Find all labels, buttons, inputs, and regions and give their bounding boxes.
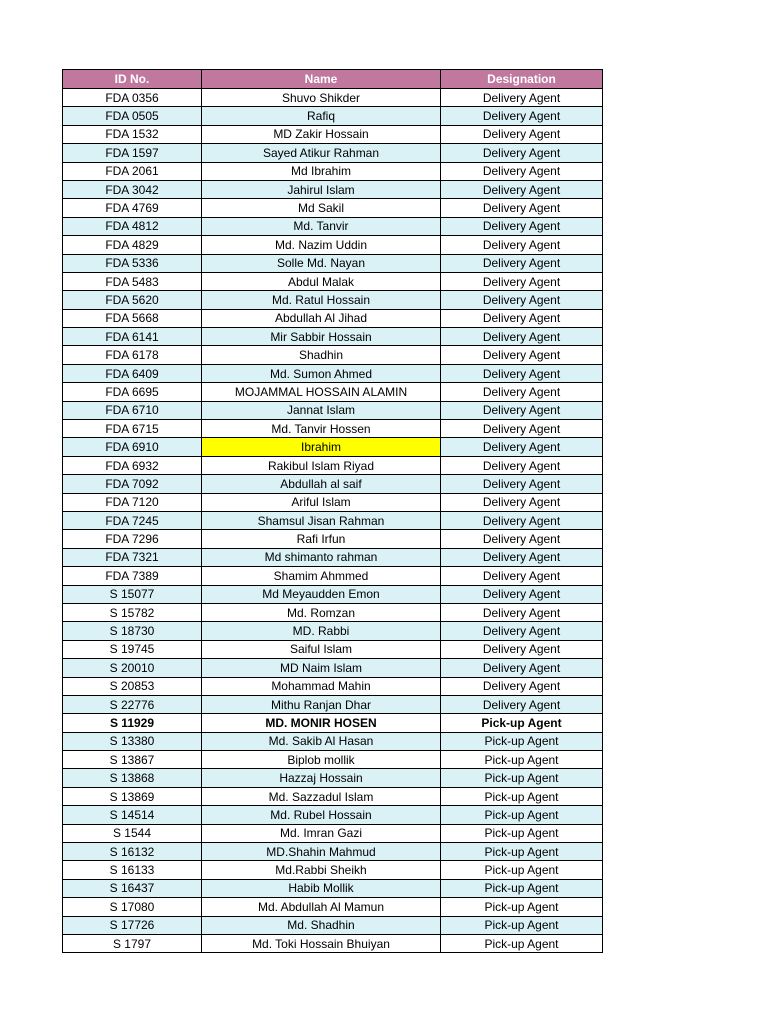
cell-designation: Delivery Agent [441,420,603,438]
cell-name: Md. Sakib Al Hasan [202,732,441,750]
cell-id: S 1544 [63,824,202,842]
cell-name: Ariful Islam [202,493,441,511]
cell-id: FDA 2061 [63,162,202,180]
cell-name: Md Sakil [202,199,441,217]
cell-designation: Delivery Agent [441,511,603,529]
header-row [63,70,603,89]
cell-designation: Delivery Agent [441,585,603,603]
cell-id: S 13869 [63,787,202,805]
cell-designation: Delivery Agent [441,217,603,235]
cell-id: S 15782 [63,603,202,621]
table-row [63,162,603,180]
cell-id: S 22776 [63,695,202,713]
table-row [63,824,603,842]
cell-id: FDA 0356 [63,89,202,107]
cell-name: Jahirul Islam [202,180,441,198]
table-row [63,806,603,824]
cell-id: FDA 1597 [63,144,202,162]
cell-designation: Pick-up Agent [441,824,603,842]
table-row [63,732,603,750]
cell-designation: Delivery Agent [441,144,603,162]
cell-designation: Pick-up Agent [441,898,603,916]
cell-designation: Delivery Agent [441,162,603,180]
cell-designation: Delivery Agent [441,346,603,364]
cell-name: Solle Md. Nayan [202,254,441,272]
table-row [63,548,603,566]
cell-id: FDA 6141 [63,328,202,346]
cell-id: FDA 5668 [63,309,202,327]
table-row [63,254,603,272]
table-row [63,530,603,548]
cell-name: Md. Romzan [202,603,441,621]
cell-designation: Delivery Agent [441,328,603,346]
table-row [63,787,603,805]
cell-designation: Pick-up Agent [441,769,603,787]
cell-name: Shadhin [202,346,441,364]
cell-designation: Delivery Agent [441,236,603,254]
cell-name: MD Zakir Hossain [202,125,441,143]
cell-id: FDA 6710 [63,401,202,419]
cell-id: S 19745 [63,640,202,658]
cell-name: Biplob mollik [202,751,441,769]
cell-id: FDA 6178 [63,346,202,364]
cell-id: FDA 7245 [63,511,202,529]
table-body [63,89,603,953]
cell-id: S 13380 [63,732,202,750]
cell-designation: Delivery Agent [441,567,603,585]
table-row [63,475,603,493]
cell-id: FDA 4829 [63,236,202,254]
cell-designation: Delivery Agent [441,438,603,456]
cell-designation: Delivery Agent [441,456,603,474]
table-row [63,309,603,327]
cell-designation: Delivery Agent [441,603,603,621]
table-row [63,364,603,382]
cell-designation: Pick-up Agent [441,732,603,750]
cell-designation: Pick-up Agent [441,787,603,805]
cell-id: FDA 7092 [63,475,202,493]
cell-designation: Delivery Agent [441,530,603,548]
cell-name: Md. Tanvir [202,217,441,235]
cell-designation: Delivery Agent [441,272,603,290]
agent-table [62,69,603,953]
table-row [63,659,603,677]
cell-id: S 20010 [63,659,202,677]
cell-name: Abdullah al saif [202,475,441,493]
table-row [63,144,603,162]
cell-designation: Delivery Agent [441,199,603,217]
table-row [63,714,603,732]
cell-name: Mithu Ranjan Dhar [202,695,441,713]
cell-name: Sayed Atikur Rahman [202,144,441,162]
table-row [63,493,603,511]
table-row [63,456,603,474]
cell-name: Shamim Ahmmed [202,567,441,585]
table-row [63,898,603,916]
table-row [63,217,603,235]
table-row [63,695,603,713]
table-row [63,438,603,456]
cell-name: Ibrahim [202,438,441,456]
cell-designation: Delivery Agent [441,622,603,640]
table-row [63,916,603,934]
cell-designation: Delivery Agent [441,125,603,143]
cell-name: Md. Tanvir Hossen [202,420,441,438]
cell-id: FDA 6715 [63,420,202,438]
cell-designation: Pick-up Agent [441,806,603,824]
cell-name: Md shimanto rahman [202,548,441,566]
cell-name: Md. Sazzadul Islam [202,787,441,805]
cell-name: Mir Sabbir Hossain [202,328,441,346]
cell-id: FDA 5620 [63,291,202,309]
table-row [63,401,603,419]
table-row [63,328,603,346]
cell-designation: Delivery Agent [441,309,603,327]
cell-designation: Delivery Agent [441,695,603,713]
cell-id: S 14514 [63,806,202,824]
cell-designation: Pick-up Agent [441,916,603,934]
table-row [63,751,603,769]
cell-designation: Delivery Agent [441,659,603,677]
cell-name: Md. Sumon Ahmed [202,364,441,382]
table-row [63,180,603,198]
cell-designation: Delivery Agent [441,493,603,511]
cell-name: MOJAMMAL HOSSAIN ALAMIN [202,383,441,401]
cell-designation: Delivery Agent [441,364,603,382]
cell-id: FDA 7389 [63,567,202,585]
cell-name: Md. Ratul Hossain [202,291,441,309]
table-row [63,567,603,585]
cell-id: FDA 6932 [63,456,202,474]
table-row [63,603,603,621]
table-row [63,346,603,364]
cell-id: S 18730 [63,622,202,640]
cell-designation: Delivery Agent [441,107,603,125]
cell-name: Shamsul Jisan Rahman [202,511,441,529]
cell-designation: Pick-up Agent [441,879,603,897]
cell-name: Md. Rubel Hossain [202,806,441,824]
cell-designation: Pick-up Agent [441,843,603,861]
table-row [63,125,603,143]
table-row [63,383,603,401]
cell-name: Md. Imran Gazi [202,824,441,842]
table-row [63,236,603,254]
cell-id: S 16133 [63,861,202,879]
cell-designation: Pick-up Agent [441,714,603,732]
table-row [63,677,603,695]
cell-designation: Delivery Agent [441,291,603,309]
cell-name: MD. Rabbi [202,622,441,640]
table-row [63,511,603,529]
cell-designation: Delivery Agent [441,677,603,695]
table-row [63,769,603,787]
table-row [63,879,603,897]
cell-designation: Delivery Agent [441,254,603,272]
table-row [63,861,603,879]
cell-name: Abdul Malak [202,272,441,290]
header-name: Name [202,70,441,89]
header-id: ID No. [63,70,202,89]
table-row [63,622,603,640]
cell-id: FDA 5483 [63,272,202,290]
cell-designation: Delivery Agent [441,401,603,419]
cell-name: Abdullah Al Jihad [202,309,441,327]
cell-id: FDA 7296 [63,530,202,548]
cell-id: FDA 7120 [63,493,202,511]
cell-id: FDA 7321 [63,548,202,566]
cell-name: Md Meyaudden Emon [202,585,441,603]
cell-id: S 20853 [63,677,202,695]
cell-name: Habib Mollik [202,879,441,897]
table-row [63,199,603,217]
table-row [63,843,603,861]
cell-id: FDA 1532 [63,125,202,143]
cell-designation: Pick-up Agent [441,861,603,879]
cell-id: FDA 4812 [63,217,202,235]
cell-name: Mohammad Mahin [202,677,441,695]
cell-name: Md.Rabbi Sheikh [202,861,441,879]
cell-designation: Delivery Agent [441,548,603,566]
cell-id: FDA 6695 [63,383,202,401]
cell-name: Jannat Islam [202,401,441,419]
table-row [63,420,603,438]
table-row [63,272,603,290]
cell-name: Md. Toki Hossain Bhuiyan [202,934,441,952]
cell-designation: Delivery Agent [441,89,603,107]
table-row [63,934,603,952]
cell-id: FDA 0505 [63,107,202,125]
cell-name: Md Ibrahim [202,162,441,180]
cell-name: Saiful Islam [202,640,441,658]
cell-id: FDA 5336 [63,254,202,272]
cell-designation: Pick-up Agent [441,751,603,769]
table-row [63,291,603,309]
cell-designation: Pick-up Agent [441,934,603,952]
table-row [63,107,603,125]
cell-name: Rakibul Islam Riyad [202,456,441,474]
cell-id: FDA 6409 [63,364,202,382]
table-row [63,640,603,658]
cell-name: MD Naim Islam [202,659,441,677]
cell-name: Rafiq [202,107,441,125]
table-header [63,70,603,89]
cell-id: S 13868 [63,769,202,787]
table-row [63,89,603,107]
cell-id: S 11929 [63,714,202,732]
cell-id: S 17080 [63,898,202,916]
cell-name: Md. Shadhin [202,916,441,934]
cell-name: Rafi Irfun [202,530,441,548]
cell-id: FDA 3042 [63,180,202,198]
cell-id: FDA 6910 [63,438,202,456]
cell-designation: Delivery Agent [441,180,603,198]
cell-name: Md. Abdullah Al Mamun [202,898,441,916]
cell-id: S 1797 [63,934,202,952]
cell-id: S 13867 [63,751,202,769]
cell-designation: Delivery Agent [441,475,603,493]
cell-designation: Delivery Agent [441,383,603,401]
cell-id: FDA 4769 [63,199,202,217]
cell-name: MD.Shahin Mahmud [202,843,441,861]
cell-id: S 16437 [63,879,202,897]
cell-name: Md. Nazim Uddin [202,236,441,254]
cell-designation: Delivery Agent [441,640,603,658]
header-designation: Designation [441,70,603,89]
cell-name: Shuvo Shikder [202,89,441,107]
cell-name: Hazzaj Hossain [202,769,441,787]
cell-name: MD. MONIR HOSEN [202,714,441,732]
table-row [63,585,603,603]
cell-id: S 15077 [63,585,202,603]
cell-id: S 16132 [63,843,202,861]
cell-id: S 17726 [63,916,202,934]
